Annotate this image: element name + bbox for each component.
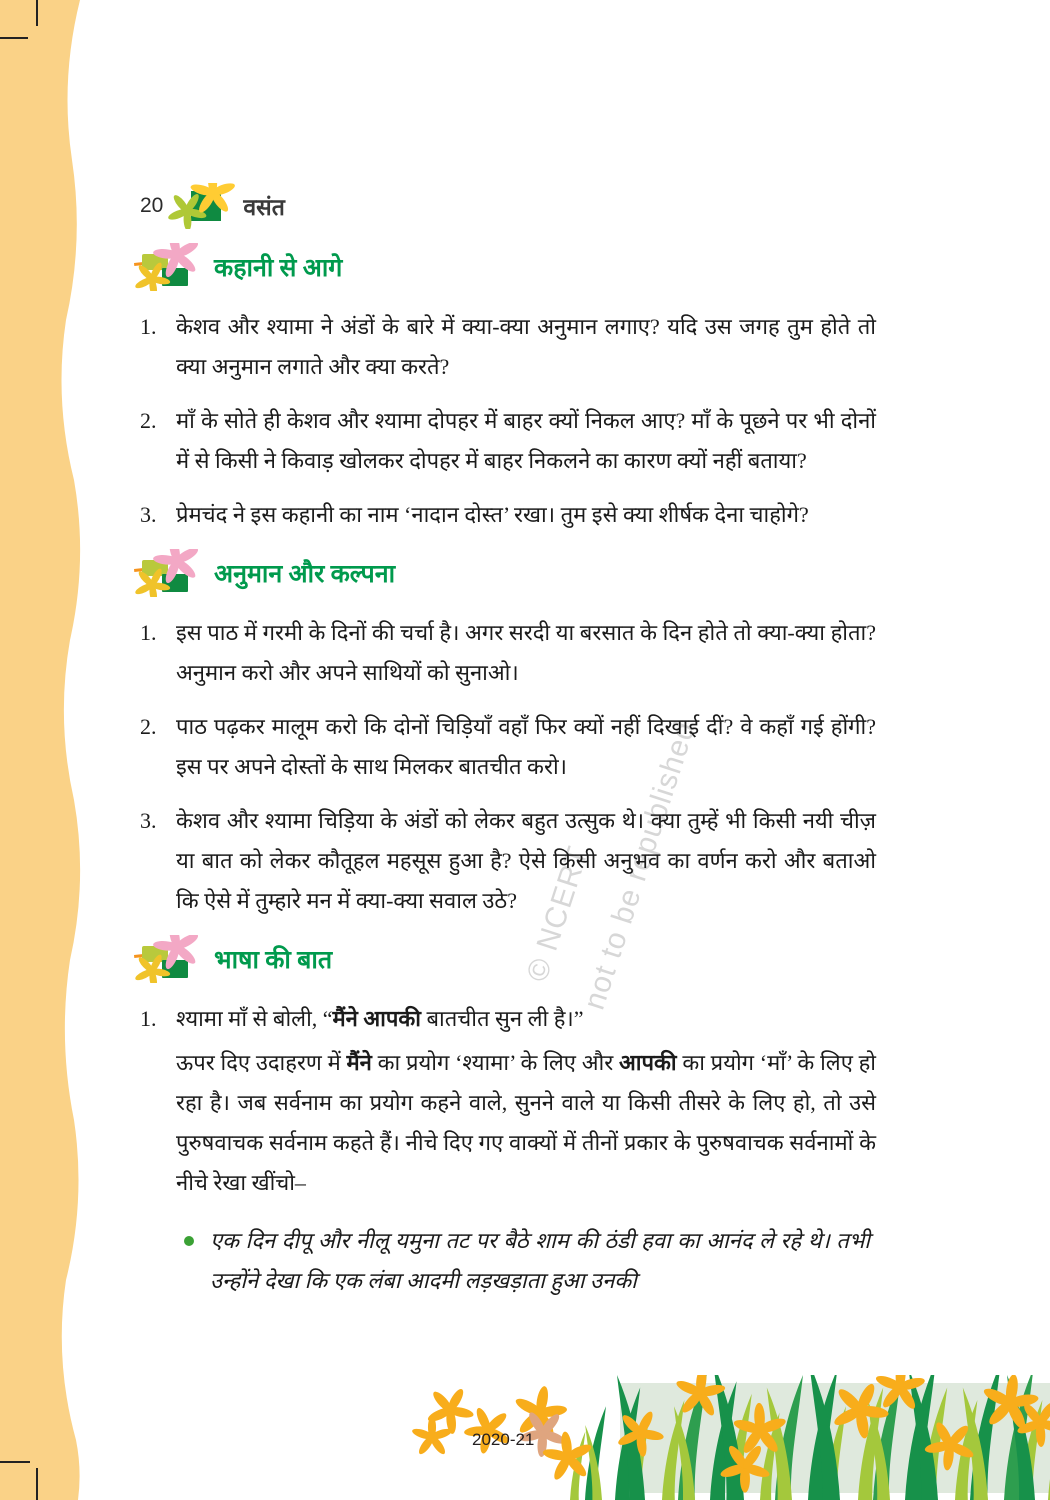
- quote-bold: मैंने आपकी: [332, 1006, 421, 1031]
- quote-pre: श्यामा माँ से बोली, “: [176, 1006, 333, 1031]
- question-number: 2.: [140, 714, 157, 739]
- question-number: 3.: [140, 502, 157, 527]
- green-bullet-dot: [184, 1236, 194, 1246]
- page-header: [140, 183, 940, 229]
- vasant-flower-logo-icon: [165, 183, 239, 229]
- page-number: 20: [140, 194, 164, 217]
- explanation-paragraph: [176, 1043, 876, 1203]
- question-text: पाठ पढ़कर मालूम करो कि दोनों चिड़ियाँ वहाँ फिर क्यों नहीं दिखाई दीं? वे कहाँ गई होंगी? इस पर अपने दोस्तों के साथ मिलकर बातचीत करो।: [176, 714, 876, 779]
- question-text: माँ के सोते ही केशव और श्यामा दोपहर में बाहर क्यों निकल आए? माँ के पूछने पर भी दोनों में से किसी ने किवाड़ खोलकर दोपहर में बाहर निकलने का कारण क्यों नहीं बताया?: [176, 408, 876, 473]
- explain-segment: ऊपर दिए उदाहरण में: [176, 1050, 347, 1075]
- question-text: प्रेमचंद ने इस कहानी का नाम ‘नादान दोस्त’ रखा। तुम इसे क्या शीर्षक देना चाहोगे?: [176, 502, 809, 527]
- section-title: अनुमान और कल्पना: [214, 561, 396, 588]
- watermark-line-1: © NCERT: [520, 842, 596, 986]
- question-item: [140, 707, 940, 787]
- question-text: इस पाठ में गरमी के दिनों की चर्चा है। अगर सरदी या बरसात के दिन होते तो क्या-क्या होता? अनुमान करो और अपने साथियों को सुनाओ।: [176, 620, 876, 685]
- question-item: [140, 495, 940, 535]
- question-item: [140, 999, 940, 1039]
- crop-mark-bottom-vertical: [36, 1468, 38, 1500]
- crop-mark-top-horizontal: [0, 37, 28, 39]
- section-heading-kahani-se-aage: [134, 243, 940, 291]
- example-sentence-item: [184, 1221, 940, 1301]
- question-number: 1.: [140, 620, 157, 645]
- section-title: भाषा की बात: [214, 947, 333, 974]
- explain-bold-aapki: आपकी: [619, 1050, 677, 1075]
- question-item: [140, 401, 940, 481]
- question-item: [140, 613, 940, 693]
- question-item: [140, 307, 940, 387]
- explain-segment: का प्रयोग ‘माँ’ के लिए हो रहा है। जब सर्वनाम का प्रयोग कहने वाले, सुनने वाले या किसी तीसरे के लिए हो, तो उसे पुरुषवाचक सर्वनाम कहते हैं। नीचे दिए गए वाक्यों में तीनों प्रकार के पुरुषवाचक सर्वनामों के नीचे रेखा खींचो–: [176, 1050, 876, 1195]
- flower-leaf-marker-icon: [134, 549, 200, 597]
- flower-leaf-marker-icon: [134, 935, 200, 983]
- section-heading-bhasha-ki-baat: [134, 935, 940, 983]
- crop-mark-top-vertical: [36, 0, 38, 26]
- explain-segment: का प्रयोग ‘श्यामा’ के लिए और: [371, 1050, 619, 1075]
- question-number: 3.: [140, 808, 157, 833]
- explain-bold-maine: मैंने: [346, 1050, 372, 1075]
- question-number: 1.: [140, 1006, 157, 1031]
- book-title: वसंत: [243, 195, 285, 220]
- section-title: कहानी से आगे: [214, 255, 343, 282]
- question-number: 1.: [140, 314, 157, 339]
- question-text: केशव और श्यामा ने अंडों के बारे में क्या-क्या अनुमान लगाए? यदि उस जगह तुम होते तो क्या अनुमान लगाते और क्या करते?: [176, 314, 876, 379]
- question-text: केशव और श्यामा चिड़िया के अंडों को लेकर बहुत उत्सुक थे। क्या तुम्हें भी किसी नयी चीज़ या बात को लेकर कौतूहल महसूस हुआ है? ऐसे किसी अनुभव का वर्णन करो और बताओ कि ऐसे में तुम्हारे मन में क्या-क्या सवाल उठे?: [176, 808, 876, 913]
- question-text: [176, 999, 876, 1039]
- flower-leaf-marker-icon: [134, 243, 200, 291]
- watermark-line-2: not to be republished: [577, 717, 703, 1014]
- question-item: [140, 801, 940, 921]
- question-number: 2.: [140, 408, 157, 433]
- quote-post: बातचीत सुन ली है।”: [420, 1006, 584, 1031]
- crop-mark-bottom-horizontal: [0, 1461, 30, 1463]
- example-sentence-text: एक दिन दीपू और नीलू यमुना तट पर बैठे शाम की ठंडी हवा का आनंद ले रहे थे। तभी उन्होंने देखा कि एक लंबा आदमी लड़खड़ाता हुआ उनकी: [210, 1228, 870, 1293]
- section-heading-anuman-aur-kalpana: [134, 549, 940, 597]
- left-wavy-band: [0, 0, 100, 1500]
- edition-year: 2020-21: [472, 1430, 535, 1449]
